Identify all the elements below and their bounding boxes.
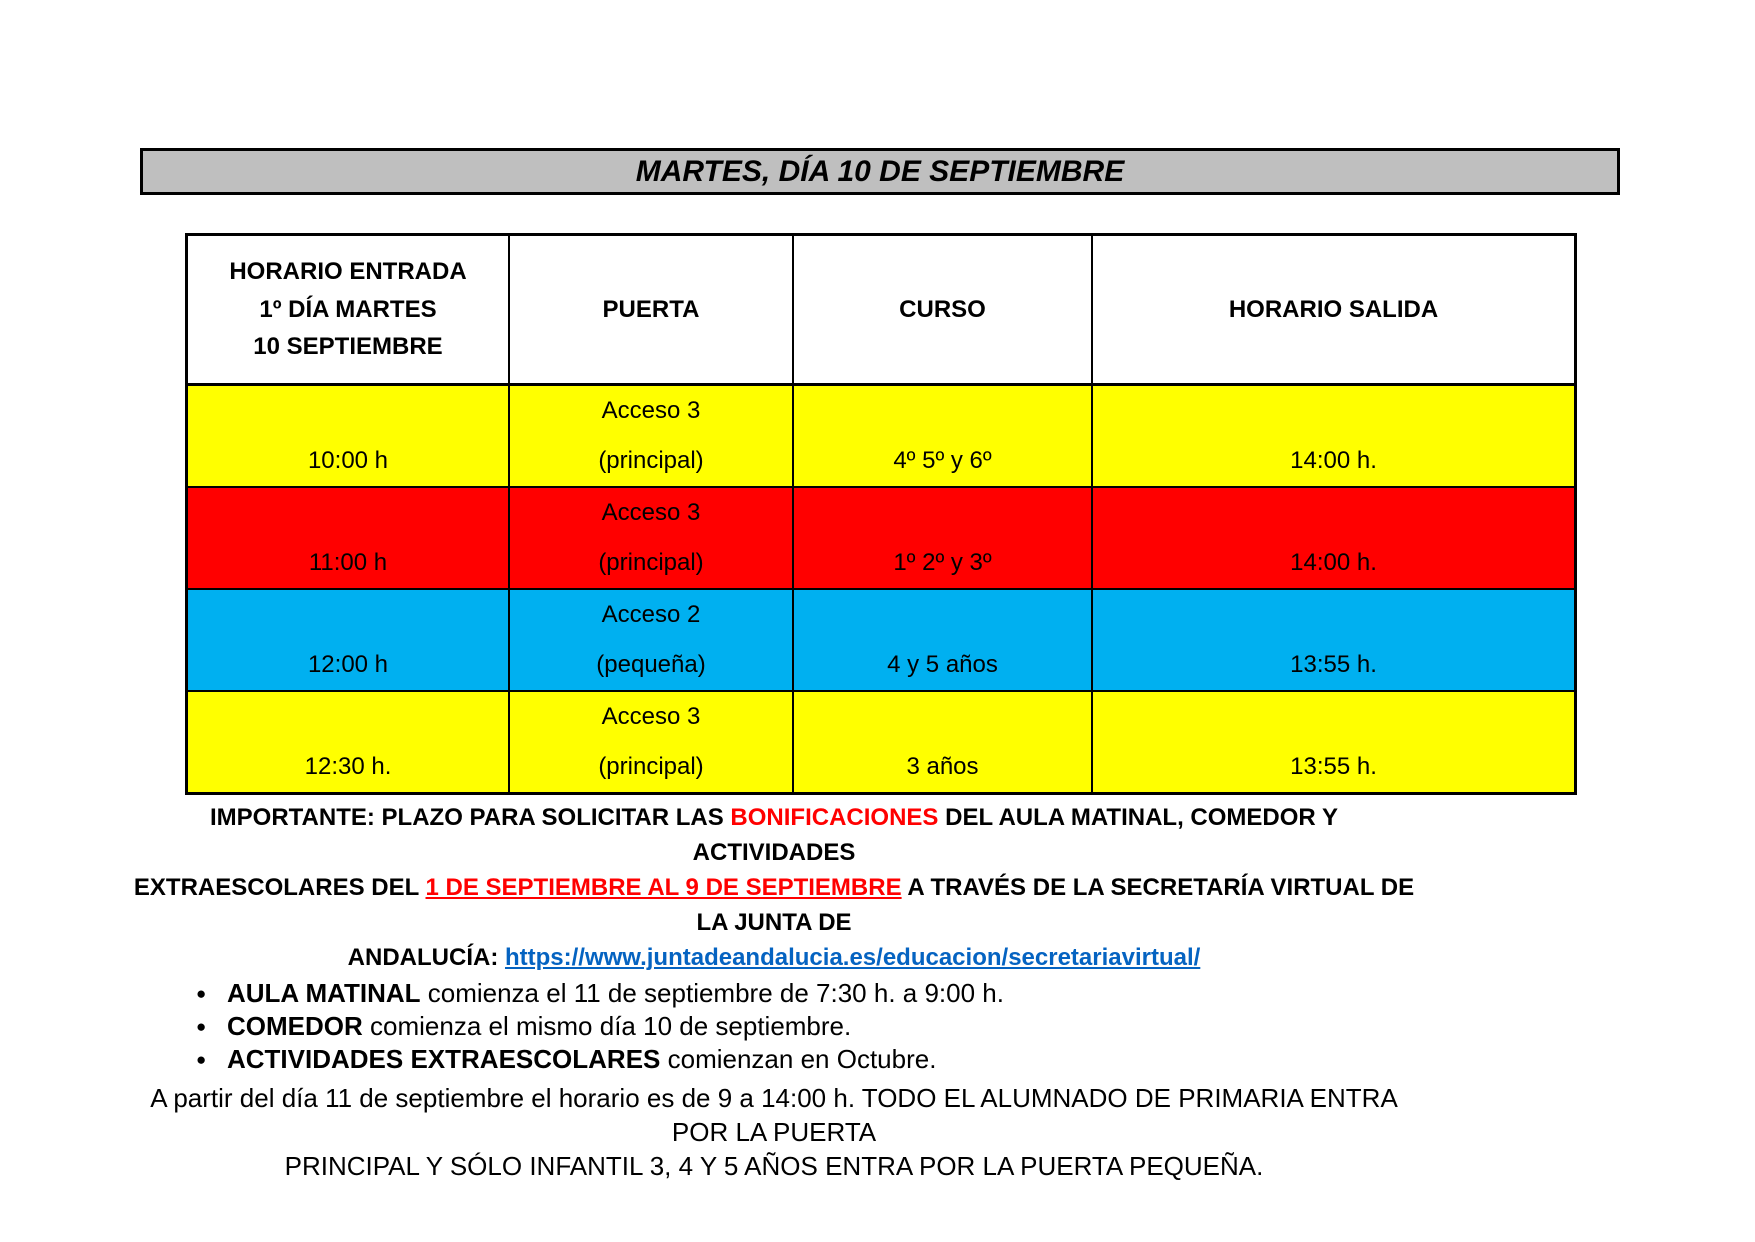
header-horario-entrada: [188, 236, 510, 383]
cell-exit-time: 14:00 h.: [1290, 447, 1377, 474]
header-entry-line1: HORARIO ENTRADA: [229, 257, 467, 285]
table-row: [188, 488, 1574, 590]
cell-course: 4º 5º y 6º: [794, 386, 1093, 486]
table-row: [188, 590, 1574, 692]
header-puerta: PUERTA: [510, 236, 794, 383]
table-header-row: [188, 236, 1574, 386]
cell-exit-time: 14:00 h.: [1290, 549, 1377, 576]
table-row: [188, 386, 1574, 488]
footer-line2: PRINCIPAL Y SÓLO INFANTIL 3, 4 Y 5 AÑOS ENTRA POR LA PUERTA PEQUEÑA.: [284, 1151, 1264, 1181]
cell-exit-time: 13:55 h.: [1290, 753, 1377, 780]
cell-course: 1º 2º y 3º: [794, 488, 1093, 588]
cell-entry-time: 12:30 h.: [188, 692, 510, 792]
notice-text: EXTRAESCOLARES DEL: [133, 874, 426, 901]
cell-door: Acceso 3 (principal): [510, 692, 794, 792]
bullet-bold-text: AULA MATINAL: [227, 978, 421, 1008]
notice-text: A TRAVÉS DE LA SECRETARÍA VIRTUAL DE LA JUNTA DE: [696, 874, 1415, 936]
notice-line1: [133, 800, 1415, 870]
notice-line3: [133, 940, 1415, 975]
list-item: [196, 977, 1415, 1010]
cell-course: 4 y 5 años: [794, 590, 1093, 690]
header-entry-line3: 10 SEPTIEMBRE: [253, 333, 443, 361]
cell-door: Acceso 2 (pequeña): [510, 590, 794, 690]
list-item: [196, 1010, 1415, 1043]
notice-line2: [133, 870, 1415, 940]
bullet-rest-text: comienzan en Octubre.: [660, 1044, 937, 1074]
notice-text: ANDALUCÍA:: [347, 944, 505, 971]
notice-text: IMPORTANTE: PLAZO PARA SOLICITAR LAS: [210, 804, 731, 831]
secretaria-virtual-link[interactable]: https://www.juntadeandalucia.es/educacion/secretariavirtual/: [504, 944, 1201, 971]
cell-entry-time: 11:00 h: [188, 488, 510, 588]
header-entry-line2: 1º DÍA MARTES: [259, 295, 437, 323]
page-title: MARTES, DÍA 10 DE SEPTIEMBRE: [635, 154, 1125, 188]
cell-course: 3 años: [794, 692, 1093, 792]
schedule-footer-note: [133, 1081, 1415, 1183]
schedule-table: [185, 233, 1577, 795]
bullet-icon: ●: [196, 1017, 207, 1036]
cell-door: Acceso 3 (principal): [510, 386, 794, 486]
bullet-rest-text: comienza el 11 de septiembre de 7:30 h. a 9:00 h.: [420, 978, 1004, 1008]
table-row: [188, 692, 1574, 792]
list-item: [196, 1043, 1415, 1076]
bullet-bold-text: COMEDOR: [227, 1011, 363, 1041]
bullet-rest-text: comienza el mismo día 10 de septiembre.: [362, 1011, 852, 1041]
cell-entry-time: 10:00 h: [188, 386, 510, 486]
cell-door: Acceso 3 (principal): [510, 488, 794, 588]
title-banner: [140, 148, 1620, 195]
notice-highlight-dates: 1 DE SEPTIEMBRE AL 9 DE SEPTIEMBRE: [425, 874, 902, 901]
bullet-icon: ●: [196, 1050, 207, 1069]
bullet-bold-text: ACTIVIDADES EXTRAESCOLARES: [227, 1044, 661, 1074]
cell-entry-time: 12:00 h: [188, 590, 510, 690]
header-curso: CURSO: [794, 236, 1093, 383]
footer-line1: A partir del día 11 de septiembre el horario es de 9 a 14:00 h. TODO EL ALUMNADO DE PRIMARIA ENTRA POR LA PUERTA: [150, 1083, 1398, 1147]
bullet-icon: ●: [196, 984, 207, 1003]
important-notice: [133, 800, 1415, 975]
bullet-list: [133, 977, 1415, 1076]
header-horario-salida: HORARIO SALIDA: [1228, 295, 1439, 323]
notice-highlight-bonificaciones: BONIFICACIONES: [730, 804, 939, 831]
notice-text: DEL AULA MATINAL, COMEDOR Y ACTIVIDADES: [692, 804, 1338, 866]
notes-section: [133, 800, 1415, 1183]
cell-exit-time: 13:55 h.: [1290, 651, 1377, 678]
